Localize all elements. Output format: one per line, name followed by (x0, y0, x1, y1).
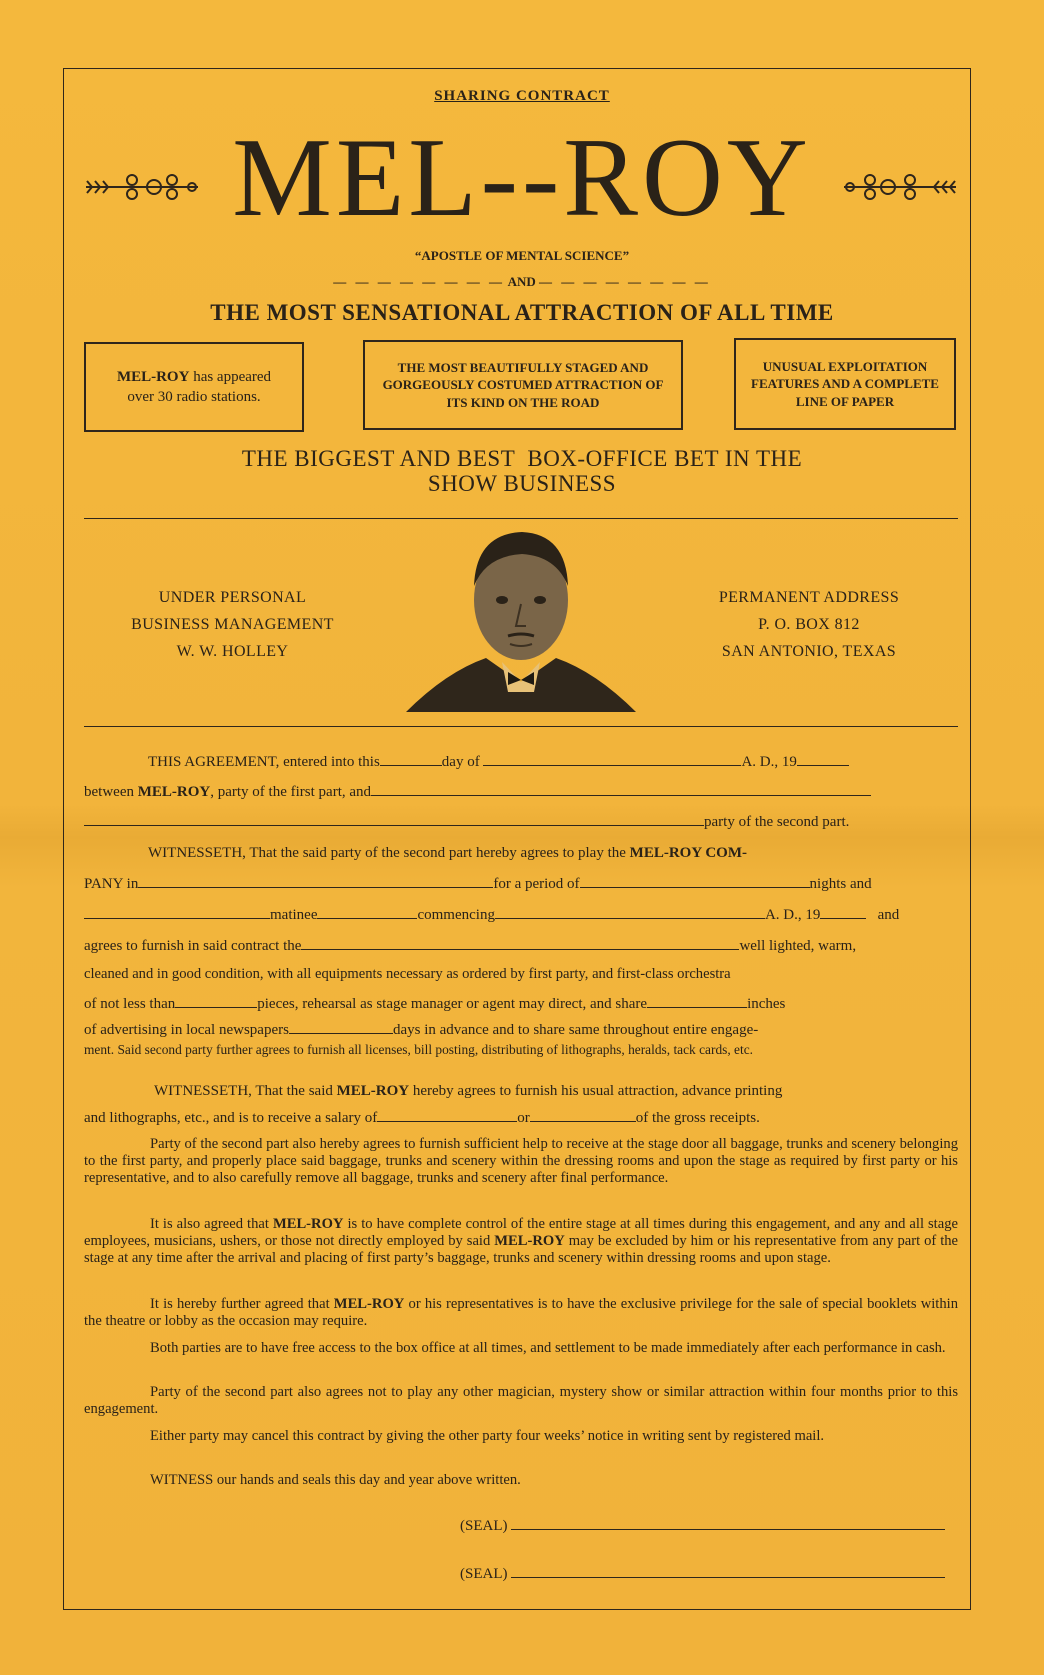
box-performer-name: MEL-ROY (116, 368, 190, 385)
period-blank[interactable] (580, 886, 810, 888)
agreement-l6-d: and (877, 907, 900, 923)
year-blank[interactable] (797, 764, 849, 766)
clause2-a: It is also agreed that (150, 1216, 269, 1232)
theatre-blank[interactable] (301, 948, 739, 950)
performer-title: MEL--ROY (232, 116, 812, 240)
slogan (0, 446, 1044, 497)
agreement-line-5 (84, 876, 958, 893)
staging-box: THE MOST BEAUTIFULLY STAGED AND GORGEOUSLY COSTUMED ATTRACTION OF ITS KIND ON THE ROAD (363, 340, 683, 430)
agreement-l1-a: THIS AGREEMENT, entered into this (148, 754, 380, 770)
clause3-b: or his representatives is to have the exclusive privilege for the sale of special booklets within the theatre or lobby as the occasion may require. (84, 1296, 959, 1329)
agreement-l2-b: , party of the first part, and (210, 784, 372, 800)
agreement-l6-c: A. D., 19 (764, 907, 821, 923)
clause-stage-control (84, 1216, 958, 1267)
divider-bottom (84, 726, 958, 727)
clause3-name: MEL-ROY (333, 1296, 405, 1312)
seal-label-1: (SEAL) (460, 1518, 508, 1534)
clause3-a: It is hereby further agreed that (150, 1296, 330, 1312)
day-blank[interactable] (380, 764, 442, 766)
agreement-line-10 (84, 1022, 958, 1039)
management-block (105, 584, 360, 665)
agreement-l3: party of the second part. (704, 814, 850, 830)
agreement-line-8: cleaned and in good condition, with all equipments necessary as ordered by first party, and first-class orchestra (84, 966, 731, 982)
radio-stations-text (117, 367, 271, 408)
headline: THE MOST SENSATIONAL ATTRACTION OF ALL TIME (210, 300, 834, 325)
agreement-l6-b: commencing (417, 907, 495, 923)
clause-box-office: Both parties are to have free access to the box office at all times, and settlement to be made immediately after each performance in cash. (150, 1340, 946, 1356)
agreement-l7-b: well lighted, warm, (739, 938, 857, 954)
witness-line-1 (84, 1083, 958, 1100)
witness-b: hereby agrees to furnish his usual attraction, advance printing (412, 1083, 783, 1099)
percent-blank[interactable] (530, 1120, 636, 1122)
salary-blank[interactable] (377, 1120, 517, 1122)
agreement-l2-name: MEL-ROY (137, 784, 211, 800)
agreement-l4-b: MEL-ROY COM- (629, 845, 747, 861)
seal-line-2 (460, 1566, 945, 1583)
address-line3: SAN ANTONIO, TEXAS (721, 643, 897, 660)
agreement-l9-b: pieces, rehearsal as stage manager or agent may direct, and share (257, 996, 648, 1012)
address-line2: P. O. BOX 812 (758, 616, 860, 633)
agreement-line-2 (84, 784, 958, 801)
orchestra-blank[interactable] (175, 1006, 257, 1008)
agreement-l7-a: agrees to furnish in said contract the (84, 938, 302, 954)
agreement-line-3 (84, 814, 958, 831)
box1-line2: over 30 radio stations. (127, 389, 261, 405)
contract-type-heading: SHARING CONTRACT (434, 88, 610, 104)
agreement-l2-a: between (84, 784, 134, 800)
agreement-l10-a: of advertising in local newspapers (84, 1022, 289, 1038)
box1-line1: has appeared (193, 368, 272, 385)
tagline: “APOSTLE OF MENTAL SCIENCE” (414, 248, 630, 263)
clause-witness: WITNESS our hands and seals this day and year above written. (150, 1472, 521, 1488)
agreement-l1-c: A. D., 19 (741, 754, 797, 770)
and-divider: — — — — — — — — AND — — — — — — — — (333, 274, 711, 289)
address-block (684, 584, 934, 665)
agreement-l6-a: matinee (270, 907, 318, 923)
slogan-line2: SHOW BUSINESS (427, 471, 617, 497)
matinee-blank[interactable] (84, 917, 270, 919)
agreement-line-6 (84, 907, 958, 924)
divider-top (84, 518, 958, 519)
radio-stations-box (84, 342, 304, 432)
witness-c: and lithographs, etc., and is to receive a salary of (84, 1110, 378, 1126)
clause2-b: is to have complete control of the entire stage at all times during this engagement, and any and all stage employees, musicians, ushers, or those not directly employed by said (84, 1216, 958, 1249)
matinee-gap (317, 917, 417, 919)
agreement-l9-a: of not less than (84, 996, 176, 1012)
witness-e: of the gross receipts. (635, 1110, 760, 1126)
seal-line-1 (460, 1518, 945, 1535)
clause-cancellation: Either party may cancel this contract by giving the other party four weeks’ notice in writing sent by registered mail. (150, 1428, 825, 1444)
year-blank-2[interactable] (820, 917, 866, 919)
agreement-line-4 (84, 845, 958, 862)
slogan-line1: THE BIGGEST AND BEST BOX-OFFICE BET IN THE (241, 446, 803, 471)
agreement-l1-b: day of (441, 754, 480, 770)
signature-blank-2[interactable] (511, 1576, 945, 1578)
clause2-name2: MEL-ROY (494, 1233, 565, 1249)
second-party-blank-2[interactable] (84, 824, 704, 826)
management-line2: BUSINESS MANAGEMENT (131, 616, 334, 633)
second-party-blank[interactable] (371, 794, 871, 796)
agreement-l5-b: for a period of (493, 876, 580, 892)
clause-exclusivity: Party of the second part also agrees not to play any other magician, mystery show or similar attraction within four months prior to this engagement. (84, 1384, 958, 1417)
days-blank[interactable] (289, 1032, 393, 1034)
clause2-name: MEL-ROY (272, 1216, 344, 1232)
witness-name: MEL-ROY (336, 1083, 410, 1099)
agreement-l5-c: nights and (809, 876, 872, 892)
management-line1: UNDER PERSONAL (158, 589, 307, 606)
clause-baggage: Party of the second part also hereby agrees to furnish sufficient help to receive at the stage door all baggage, trunks and scenery belonging to the first party, and properly place said baggage, trunks and scenery within the dressing rooms and upon the stage as required by first party or his representative, and to also carefully remove all baggage, trunks and scenery after final performance. (84, 1136, 958, 1186)
witness-d: or (517, 1110, 530, 1126)
agreement-line-11: ment. Said second party further agrees to furnish all licenses, bill posting, distributing of lithographs, heralds, tack cards, etc. (84, 1042, 753, 1057)
agreement-l5-a: PANY in (84, 876, 139, 892)
agreement-l4-a: WITNESSETH, That the said party of the second part hereby agrees to play the (148, 845, 626, 861)
witness-a: WITNESSETH, That the said (154, 1083, 333, 1099)
exploitation-box: UNUSUAL EXPLOITATION FEATURES AND A COMPLETE LINE OF PAPER (734, 338, 956, 430)
agreement-line-7 (84, 938, 958, 955)
clause2-c: may be excluded by him or his representative from any part of the stage at any time after the arrival and placing of first party’s baggage, trunks and scenery within dressing rooms and upon stage. (84, 1233, 959, 1266)
location-blank[interactable] (138, 886, 493, 888)
clause-booklets (84, 1296, 958, 1330)
agreement-l9-c: inches (747, 996, 786, 1012)
commencing-blank[interactable] (495, 917, 765, 919)
performer-portrait (406, 522, 636, 712)
witness-line-2 (84, 1110, 958, 1127)
management-line3: W. W. HOLLEY (176, 643, 289, 660)
agreement-line-9 (84, 996, 958, 1013)
month-blank[interactable] (483, 764, 741, 766)
agreement-line-1 (84, 754, 958, 771)
inches-blank[interactable] (647, 1006, 747, 1008)
and-text: AND (507, 274, 536, 289)
agreement-l10-b: days in advance and to share same throughout entire engage- (392, 1022, 759, 1038)
signature-blank-1[interactable] (511, 1528, 945, 1530)
seal-label-2: (SEAL) (460, 1566, 508, 1582)
address-line1: PERMANENT ADDRESS (718, 589, 900, 606)
